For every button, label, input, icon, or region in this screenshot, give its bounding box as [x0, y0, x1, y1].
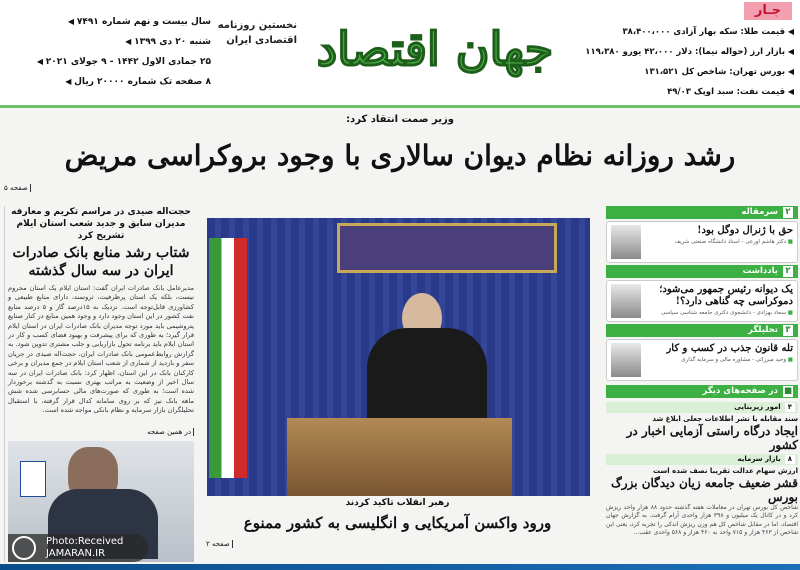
center-kicker: رهبر انقلاب تاکید کردند: [345, 498, 450, 508]
issue-date-alt: ۲۵ جمادی الاول ۱۴۴۲ - ۹ جولای ۲۰۲۱ ◀: [6, 52, 211, 72]
stamp-badge: جـار: [744, 2, 792, 20]
subsection-bar: [606, 402, 798, 413]
masthead: [0, 0, 800, 108]
main-photo: [207, 218, 590, 496]
watermark-line2: JAMARAN.IR: [46, 548, 106, 559]
opinion-card[interactable]: [606, 339, 798, 381]
author-photo: [611, 225, 641, 259]
tagline: نخستین روزنامه اقتصادی ایران: [217, 20, 297, 46]
opinion-byline: ■ سجاد بهزادی - دانشجوی دکتری جامعه شناسی سیاسی: [646, 310, 793, 317]
item-body: شاخص کل بورس تهران در معاملات هفته گذشته حدود ۸۸ هزار واحد ریزش کرد و در کانال یک میلیون و ۳۹۸ هزار واحدی آرام گرفت. به گزارش جهان اقتصاد، اما در مقابل شاخص کل هم وزن ریزش اندکی را تجربه کرد، یعنی این شاخص از ۴۶۳ هزار و ۷۱۵ واحد به ۴۶۰ هزار و ۵۶۸ واحدی عقب...: [606, 504, 798, 537]
section-page: ۲: [782, 206, 794, 219]
author-photo: [611, 284, 641, 318]
watermark-line1: Photo:Received: [46, 536, 124, 547]
section-label: تحلیلگر: [748, 325, 778, 335]
section-label: یادداشت: [742, 266, 778, 276]
jamaran-logo-icon: [12, 536, 36, 560]
section-bar: [606, 324, 798, 337]
author-photo: [611, 343, 641, 377]
subsection-bar: [606, 454, 798, 465]
other-pages-label: در صفحه‌های دیگر: [702, 386, 778, 396]
item-page: ۸: [785, 455, 795, 464]
issue-number: سال بیست و نهم شماره ۷۴۹۱ ◀: [6, 12, 211, 32]
section-label: سرمقاله: [741, 207, 778, 217]
lead-page-ref: صفحه ۵: [4, 184, 31, 192]
opinion-byline: ■ دکتر هاشم اورعی - استاد دانشگاه صنعتی شریف: [646, 239, 793, 246]
left-story-headline[interactable]: شتاب رشد منابع بانک صادرات ایران در سه سال گذشته: [12, 245, 190, 279]
issue-date: شنبه ۲۰ دی ۱۳۹۹ ◀: [6, 32, 211, 52]
opinion-card[interactable]: [606, 221, 798, 263]
opinion-note: [606, 265, 798, 324]
section-bar: [606, 265, 798, 278]
lead-headline[interactable]: رشد روزانه نظام دیوان سالاری با وجود بروکراسی مریض: [64, 139, 736, 172]
center-headline[interactable]: ورود واکسن آمریکایی و انگلیسی به کشور ممنوع: [243, 514, 552, 532]
opinion-editorial: [606, 206, 798, 265]
stock-index: ◀ بورس تهران: شاخص کل ۱۳۱،۵۲۱: [579, 62, 794, 82]
section-page: ۲: [782, 265, 794, 278]
left-story-kicker: حجت‌اله صیدی در مراسم تکریم و معارفه مدیران سابق و جدید شعب استان ایلام تشریح کرد: [11, 207, 191, 241]
bottom-band: [0, 564, 800, 570]
bank-ceo-photo: [8, 441, 194, 562]
item-section: امور زیربنایی: [734, 403, 781, 411]
left-story: [4, 206, 194, 562]
opinion-title: حق با ژنرال دوگل بود!: [697, 225, 793, 236]
gold-price: ◀ قیمت طلا: سکه بهار آزادی ۳۸،۴۰۰،۰۰۰: [579, 22, 794, 42]
issue-price: ۸ صفحه تک شماره ۲۰۰۰۰ ریال ◀: [6, 72, 211, 92]
item-page: ۴: [785, 403, 795, 412]
left-story-page-ref: در همین صفحه: [147, 428, 194, 436]
item-section: بازار سرمایه: [737, 455, 781, 463]
opinion-title: یک دیوانه رئیس جمهور می‌شود؛ دموکراسی چه گناهی دارد؟!: [659, 284, 793, 307]
other-pages-bar: ■ در صفحه‌های دیگر: [606, 385, 798, 398]
item-kicker: سند مقابله با نشر اطلاعات جعلی ابلاغ شد: [652, 415, 798, 423]
section-page: ۳: [782, 324, 794, 337]
newspaper-logo: جهان اقتصاد: [316, 22, 554, 76]
item-kicker: ارزش سهام عدالت تقریبا نصف شده است: [652, 467, 798, 475]
photo-watermark: [8, 534, 148, 562]
oil-price: ◀ قیمت نفت: سبد اوپک ۴۹/۰۳: [579, 82, 794, 102]
issue-info: [6, 12, 211, 92]
center-page-ref: صفحه ۲: [206, 540, 233, 548]
lead-kicker: وزیر صمت انتقاد کرد:: [346, 114, 454, 125]
opinion-title: تله قانون جذب در کسب و کار: [666, 343, 793, 354]
market-info: [579, 22, 794, 102]
opinion-analyst: [606, 324, 798, 383]
opinion-card[interactable]: [606, 280, 798, 322]
currency-price: ◀ بازار ارز (حواله نیما): دلار ۴۲،۰۰۰ یورو ۱۱۹،۳۸۰: [579, 42, 794, 62]
section-bar: [606, 206, 798, 219]
opinion-byline: ■ وحید میرزائی - مشاوره مالی و سرمایه گذاری: [646, 357, 793, 364]
right-column: [606, 206, 798, 538]
left-story-body: مدیرعامل بانک صادرات ایران گفت: استان ایلام یک استان محروم نیست، بلکه یک استان پرظرفیت، ثروتمند، دارای منابع طبیعی و کشاورزی قابل‌توجه است. نزدیک به ۱۵درصد گاز و ۵ درصد منابع نفت کشور در این استان وجود دارد و وجود همین منابع در کنار صنایع پتروشیمی باید مورد توجه مدیران بانک صادرات ایران در استان ایلام قرار گیرد؛ به طوری که برای پیشرفت و بهبود فضای کسب و کار در استان ایلام باید برنامه تحول بازاریابی و جلب مشتری تدوین شود. به گزارش روابط‌عمومی بانک صادرات ایران، حجت‌اله صیدی در جریان سفر و بازدید از شماری از شعب استان ایلام در جمع مدیران و برخی کارکنان بانک در این استان، اظهار کرد: بانک صادرات ایران در سه سال اخیر از وضعیت به مراتب بهتری نسبت به گذشته برخوردار شده است؛ به طوری که صورت‌های مالی حسابرسی شده شش ماهه بانک نیز که بر روی سامانه کدال قرار گرفته، با استقبال تحلیلگران بازار سرمایه و نظام بانکی مواجه شده است.: [8, 284, 194, 415]
item-headline[interactable]: ایجاد درگاه راستی آزمایی اخبار در کشور: [626, 424, 798, 452]
item-headline[interactable]: قشر ضعیف جامعه زیان دیدگان بزرگ بورس: [611, 476, 798, 504]
